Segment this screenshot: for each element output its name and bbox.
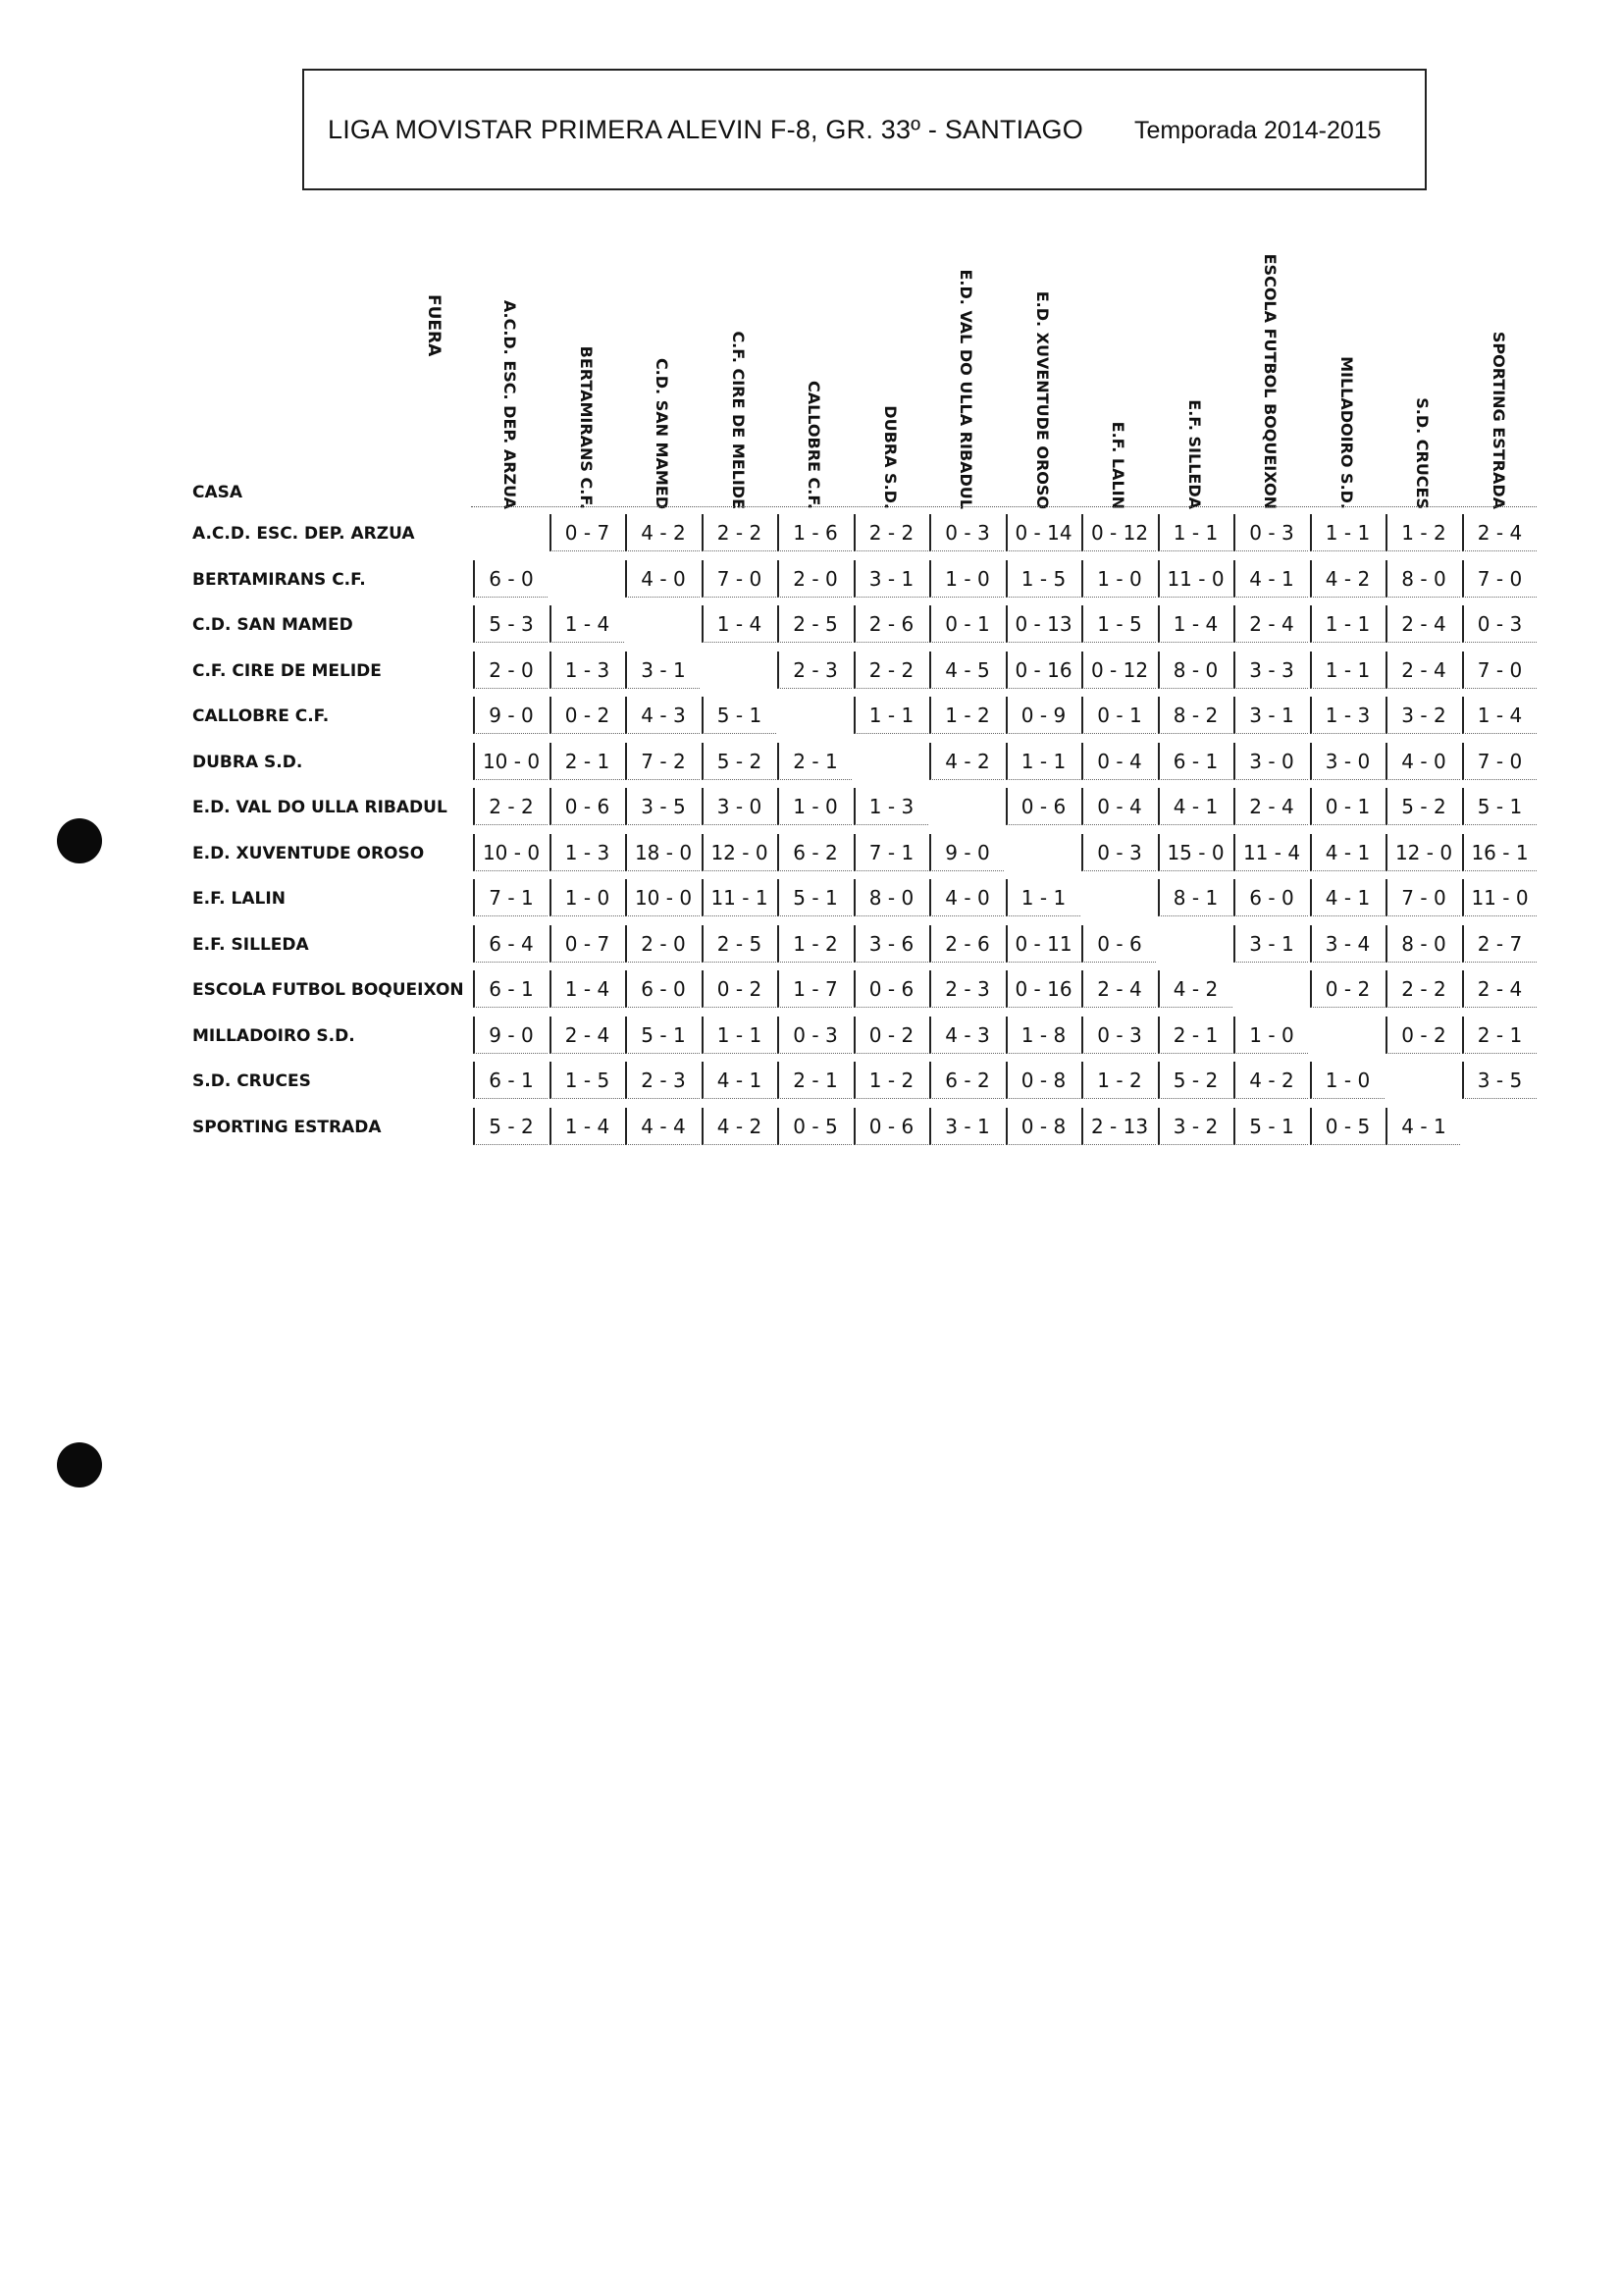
result-cell: 0 - 3 [1233, 514, 1308, 551]
result-cell: 0 - 1 [929, 605, 1004, 643]
result-cell: 2 - 3 [625, 1062, 700, 1099]
result-cell: 1 - 1 [1006, 879, 1080, 916]
result-cell: 4 - 1 [1310, 879, 1385, 916]
empty-cell [473, 514, 548, 551]
result-cell: 2 - 4 [549, 1017, 624, 1054]
result-cell: 2 - 3 [929, 970, 1004, 1008]
result-cell: 1 - 0 [549, 879, 624, 916]
result-cell: 2 - 6 [854, 605, 928, 643]
column-header: MILLADOIRO S.D. [1336, 356, 1356, 509]
result-cell: 6 - 2 [929, 1062, 1004, 1099]
result-cell: 15 - 0 [1158, 834, 1232, 871]
result-cell: 0 - 5 [1310, 1108, 1385, 1145]
column-header: A.C.D. ESC. DEP. ARZUA [500, 299, 519, 509]
result-cell: 4 - 4 [625, 1108, 700, 1145]
result-cell: 1 - 0 [1081, 560, 1156, 598]
result-cell: 4 - 0 [1386, 743, 1460, 780]
result-cell: 1 - 2 [777, 925, 852, 963]
row-team-label: E.F. LALIN [192, 889, 286, 909]
punch-hole [57, 818, 102, 863]
result-cell: 2 - 4 [1462, 970, 1537, 1008]
result-cell: 2 - 3 [777, 652, 852, 689]
result-cell: 7 - 0 [1386, 879, 1460, 916]
result-cell: 8 - 0 [1386, 560, 1460, 598]
row-team-label: MILLADOIRO S.D. [192, 1025, 355, 1046]
column-header: SPORTING ESTRADA [1489, 331, 1508, 509]
result-cell: 5 - 2 [1158, 1062, 1232, 1099]
result-cell: 6 - 0 [625, 970, 700, 1008]
row-team-label: SPORTING ESTRADA [192, 1117, 382, 1137]
result-cell: 1 - 0 [929, 560, 1004, 598]
result-cell: 4 - 5 [929, 652, 1004, 689]
result-cell: 7 - 0 [1462, 652, 1537, 689]
result-cell: 2 - 7 [1462, 925, 1537, 963]
result-cell: 11 - 0 [1158, 560, 1232, 598]
result-cell: 5 - 1 [777, 879, 852, 916]
row-team-label: E.D. VAL DO ULLA RIBADUL [192, 798, 447, 817]
column-header: ESCOLA FUTBOL BOQUEIXON [1261, 253, 1280, 509]
result-cell: 2 - 1 [549, 743, 624, 780]
result-cell: 0 - 6 [549, 788, 624, 825]
result-cell: 4 - 2 [1310, 560, 1385, 598]
empty-cell [854, 743, 928, 780]
result-cell: 2 - 2 [854, 652, 928, 689]
result-cell: 5 - 3 [473, 605, 548, 643]
result-cell: 1 - 1 [1006, 743, 1080, 780]
result-cell: 0 - 1 [1081, 697, 1156, 734]
result-cell: 3 - 5 [1462, 1062, 1537, 1099]
result-cell: 2 - 5 [777, 605, 852, 643]
result-cell: 1 - 7 [777, 970, 852, 1008]
result-cell: 0 - 7 [549, 514, 624, 551]
result-cell: 11 - 4 [1233, 834, 1308, 871]
result-cell: 3 - 1 [1233, 697, 1308, 734]
result-cell: 3 - 1 [1233, 925, 1308, 963]
result-cell: 1 - 3 [549, 834, 624, 871]
result-cell: 1 - 8 [1006, 1017, 1080, 1054]
empty-cell [702, 652, 776, 689]
result-cell: 1 - 0 [1310, 1062, 1385, 1099]
result-cell: 0 - 8 [1006, 1062, 1080, 1099]
row-team-label: CALLOBRE C.F. [192, 706, 330, 726]
result-cell: 3 - 3 [1233, 652, 1308, 689]
result-cell: 5 - 1 [1462, 788, 1537, 825]
column-header: E.F. SILLEDA [1184, 399, 1204, 509]
result-cell: 1 - 3 [1310, 697, 1385, 734]
result-cell: 3 - 4 [1310, 925, 1385, 963]
result-cell: 16 - 1 [1462, 834, 1537, 871]
result-cell: 2 - 1 [777, 1062, 852, 1099]
result-cell: 1 - 4 [549, 970, 624, 1008]
result-cell: 5 - 1 [1233, 1108, 1308, 1145]
result-cell: 4 - 3 [929, 1017, 1004, 1054]
title-box [302, 69, 1427, 190]
result-cell: 10 - 0 [473, 834, 548, 871]
result-cell: 7 - 1 [473, 879, 548, 916]
result-cell: 4 - 2 [702, 1108, 776, 1145]
row-team-label: C.F. CIRE DE MELIDE [192, 660, 382, 681]
result-cell: 1 - 0 [1233, 1017, 1308, 1054]
result-cell: 5 - 1 [625, 1017, 700, 1054]
result-cell: 4 - 1 [1310, 834, 1385, 871]
result-cell: 9 - 0 [473, 697, 548, 734]
result-cell: 1 - 4 [1158, 605, 1232, 643]
result-cell: 0 - 11 [1006, 925, 1080, 963]
result-cell: 12 - 0 [1386, 834, 1460, 871]
result-cell: 4 - 1 [1233, 560, 1308, 598]
result-cell: 0 - 6 [1006, 788, 1080, 825]
result-cell: 0 - 14 [1006, 514, 1080, 551]
result-cell: 4 - 2 [1158, 970, 1232, 1008]
result-cell: 5 - 2 [1386, 788, 1460, 825]
result-cell: 1 - 1 [854, 697, 928, 734]
result-cell: 6 - 0 [473, 560, 548, 598]
empty-cell [1006, 834, 1080, 871]
result-cell: 2 - 1 [777, 743, 852, 780]
row-team-label: C.D. SAN MAMED [192, 615, 353, 635]
result-cell: 2 - 0 [473, 652, 548, 689]
result-cell: 5 - 1 [702, 697, 776, 734]
result-cell: 4 - 1 [1158, 788, 1232, 825]
row-team-label: ESCOLA FUTBOL BOQUEIXON [192, 980, 464, 1000]
result-cell: 1 - 3 [854, 788, 928, 825]
result-cell: 1 - 5 [1006, 560, 1080, 598]
home-axis-label: CASA [192, 483, 243, 502]
result-cell: 1 - 2 [854, 1062, 928, 1099]
result-cell: 10 - 0 [473, 743, 548, 780]
result-cell: 1 - 1 [702, 1017, 776, 1054]
column-header: BERTAMIRANS C.F. [576, 345, 596, 509]
row-team-label: DUBRA S.D. [192, 752, 303, 772]
result-cell: 1 - 2 [1081, 1062, 1156, 1099]
row-team-label: E.D. XUVENTUDE OROSO [192, 843, 425, 863]
result-cell: 0 - 3 [1462, 605, 1537, 643]
result-cell: 3 - 2 [1158, 1108, 1232, 1145]
result-cell: 2 - 1 [1462, 1017, 1537, 1054]
result-cell: 1 - 0 [777, 788, 852, 825]
result-cell: 8 - 0 [1158, 652, 1232, 689]
column-header: DUBRA S.D. [880, 405, 900, 509]
result-cell: 3 - 1 [625, 652, 700, 689]
result-cell: 0 - 2 [1310, 970, 1385, 1008]
empty-cell [1081, 879, 1156, 916]
result-cell: 11 - 1 [702, 879, 776, 916]
result-cell: 7 - 1 [854, 834, 928, 871]
result-cell: 3 - 1 [929, 1108, 1004, 1145]
result-cell: 8 - 0 [854, 879, 928, 916]
result-cell: 0 - 3 [1081, 1017, 1156, 1054]
result-cell: 7 - 0 [1462, 560, 1537, 598]
column-header: S.D. CRUCES [1413, 397, 1432, 509]
result-cell: 1 - 2 [1386, 514, 1460, 551]
result-cell: 0 - 2 [549, 697, 624, 734]
result-cell: 1 - 1 [1310, 514, 1385, 551]
row-team-label: E.F. SILLEDA [192, 934, 309, 955]
result-cell: 0 - 2 [702, 970, 776, 1008]
result-cell: 6 - 4 [473, 925, 548, 963]
result-cell: 2 - 2 [1386, 970, 1460, 1008]
result-cell: 2 - 4 [1386, 652, 1460, 689]
result-cell: 0 - 2 [854, 1017, 928, 1054]
result-cell: 6 - 1 [1158, 743, 1232, 780]
result-cell: 3 - 0 [1233, 743, 1308, 780]
result-cell: 8 - 2 [1158, 697, 1232, 734]
column-header: CALLOBRE C.F. [805, 380, 823, 509]
result-cell: 2 - 2 [854, 514, 928, 551]
result-cell: 2 - 4 [1081, 970, 1156, 1008]
result-cell: 7 - 0 [1462, 743, 1537, 780]
result-cell: 0 - 6 [854, 970, 928, 1008]
result-cell: 7 - 2 [625, 743, 700, 780]
punch-hole [57, 1442, 102, 1487]
result-cell: 0 - 6 [854, 1108, 928, 1145]
result-cell: 3 - 6 [854, 925, 928, 963]
result-cell: 2 - 5 [702, 925, 776, 963]
result-cell: 3 - 0 [702, 788, 776, 825]
result-cell: 2 - 2 [473, 788, 548, 825]
result-cell: 0 - 12 [1081, 514, 1156, 551]
result-cell: 4 - 2 [929, 743, 1004, 780]
result-cell: 1 - 4 [1462, 697, 1537, 734]
result-cell: 9 - 0 [929, 834, 1004, 871]
result-cell: 0 - 6 [1081, 925, 1156, 963]
result-cell: 2 - 2 [702, 514, 776, 551]
column-header: E.F. LALIN [1109, 421, 1127, 509]
result-cell: 3 - 5 [625, 788, 700, 825]
result-cell: 5 - 2 [702, 743, 776, 780]
result-cell: 1 - 4 [549, 1108, 624, 1145]
result-cell: 2 - 13 [1081, 1108, 1156, 1145]
result-cell: 1 - 6 [777, 514, 852, 551]
result-cell: 6 - 1 [473, 970, 548, 1008]
result-cell: 2 - 4 [1462, 514, 1537, 551]
empty-cell [625, 605, 700, 643]
result-cell: 2 - 0 [777, 560, 852, 598]
result-cell: 1 - 4 [702, 605, 776, 643]
row-team-label: S.D. CRUCES [192, 1071, 311, 1091]
empty-cell [1310, 1017, 1385, 1054]
result-cell: 0 - 3 [1081, 834, 1156, 871]
result-cell: 2 - 6 [929, 925, 1004, 963]
league-title: LIGA MOVISTAR PRIMERA ALEVIN F-8, GR. 33º - SANTIAGO [328, 115, 1083, 144]
column-header: E.D. XUVENTUDE OROSO [1032, 290, 1052, 509]
result-cell: 0 - 16 [1006, 970, 1080, 1008]
result-cell: 0 - 2 [1386, 1017, 1460, 1054]
result-cell: 4 - 2 [625, 514, 700, 551]
result-cell: 1 - 4 [549, 605, 624, 643]
column-header: C.F. CIRE DE MELIDE [728, 331, 748, 509]
result-cell: 3 - 0 [1310, 743, 1385, 780]
result-cell: 1 - 3 [549, 652, 624, 689]
result-cell: 6 - 0 [1233, 879, 1308, 916]
result-cell: 4 - 2 [1233, 1062, 1308, 1099]
result-cell: 0 - 16 [1006, 652, 1080, 689]
result-cell: 0 - 3 [929, 514, 1004, 551]
result-cell: 1 - 5 [549, 1062, 624, 1099]
result-cell: 12 - 0 [702, 834, 776, 871]
empty-cell [929, 788, 1004, 825]
result-cell: 1 - 1 [1158, 514, 1232, 551]
result-cell: 1 - 1 [1310, 605, 1385, 643]
column-header: E.D. VAL DO ULLA RIBADUL [957, 269, 975, 509]
empty-cell [777, 697, 852, 734]
result-cell: 6 - 2 [777, 834, 852, 871]
result-cell: 2 - 1 [1158, 1017, 1232, 1054]
result-cell: 0 - 3 [777, 1017, 852, 1054]
away-axis-label: FUERA [424, 294, 444, 357]
result-cell: 0 - 12 [1081, 652, 1156, 689]
empty-cell [1233, 970, 1308, 1008]
empty-cell [1386, 1062, 1460, 1099]
result-cell: 4 - 1 [1386, 1108, 1460, 1145]
result-cell: 2 - 4 [1233, 788, 1308, 825]
row-team-label: BERTAMIRANS C.F. [192, 569, 366, 590]
result-cell: 4 - 0 [929, 879, 1004, 916]
result-cell: 0 - 1 [1310, 788, 1385, 825]
empty-cell [1462, 1108, 1537, 1145]
column-header: C.D. SAN MAMED [653, 357, 671, 509]
result-cell: 4 - 0 [625, 560, 700, 598]
season-label: Temporada 2014-2015 [1134, 117, 1382, 144]
row-team-label: A.C.D. ESC. DEP. ARZUA [192, 524, 415, 544]
empty-cell [1158, 925, 1232, 963]
result-cell: 5 - 2 [473, 1108, 548, 1145]
result-cell: 3 - 2 [1386, 697, 1460, 734]
result-cell: 18 - 0 [625, 834, 700, 871]
result-cell: 7 - 0 [702, 560, 776, 598]
result-cell: 2 - 4 [1233, 605, 1308, 643]
empty-cell [549, 560, 624, 598]
result-cell: 0 - 7 [549, 925, 624, 963]
result-cell: 0 - 4 [1081, 743, 1156, 780]
result-cell: 6 - 1 [473, 1062, 548, 1099]
result-cell: 1 - 5 [1081, 605, 1156, 643]
result-cell: 0 - 5 [777, 1108, 852, 1145]
result-cell: 0 - 8 [1006, 1108, 1080, 1145]
result-cell: 1 - 2 [929, 697, 1004, 734]
result-cell: 8 - 0 [1386, 925, 1460, 963]
result-cell: 0 - 9 [1006, 697, 1080, 734]
result-cell: 0 - 4 [1081, 788, 1156, 825]
result-cell: 4 - 1 [702, 1062, 776, 1099]
result-cell: 2 - 0 [625, 925, 700, 963]
result-cell: 9 - 0 [473, 1017, 548, 1054]
result-cell: 2 - 4 [1386, 605, 1460, 643]
result-cell: 10 - 0 [625, 879, 700, 916]
result-cell: 3 - 1 [854, 560, 928, 598]
result-cell: 0 - 13 [1006, 605, 1080, 643]
result-cell: 1 - 1 [1310, 652, 1385, 689]
result-cell: 8 - 1 [1158, 879, 1232, 916]
result-cell: 4 - 3 [625, 697, 700, 734]
header-rule [471, 506, 1537, 507]
result-cell: 11 - 0 [1462, 879, 1537, 916]
